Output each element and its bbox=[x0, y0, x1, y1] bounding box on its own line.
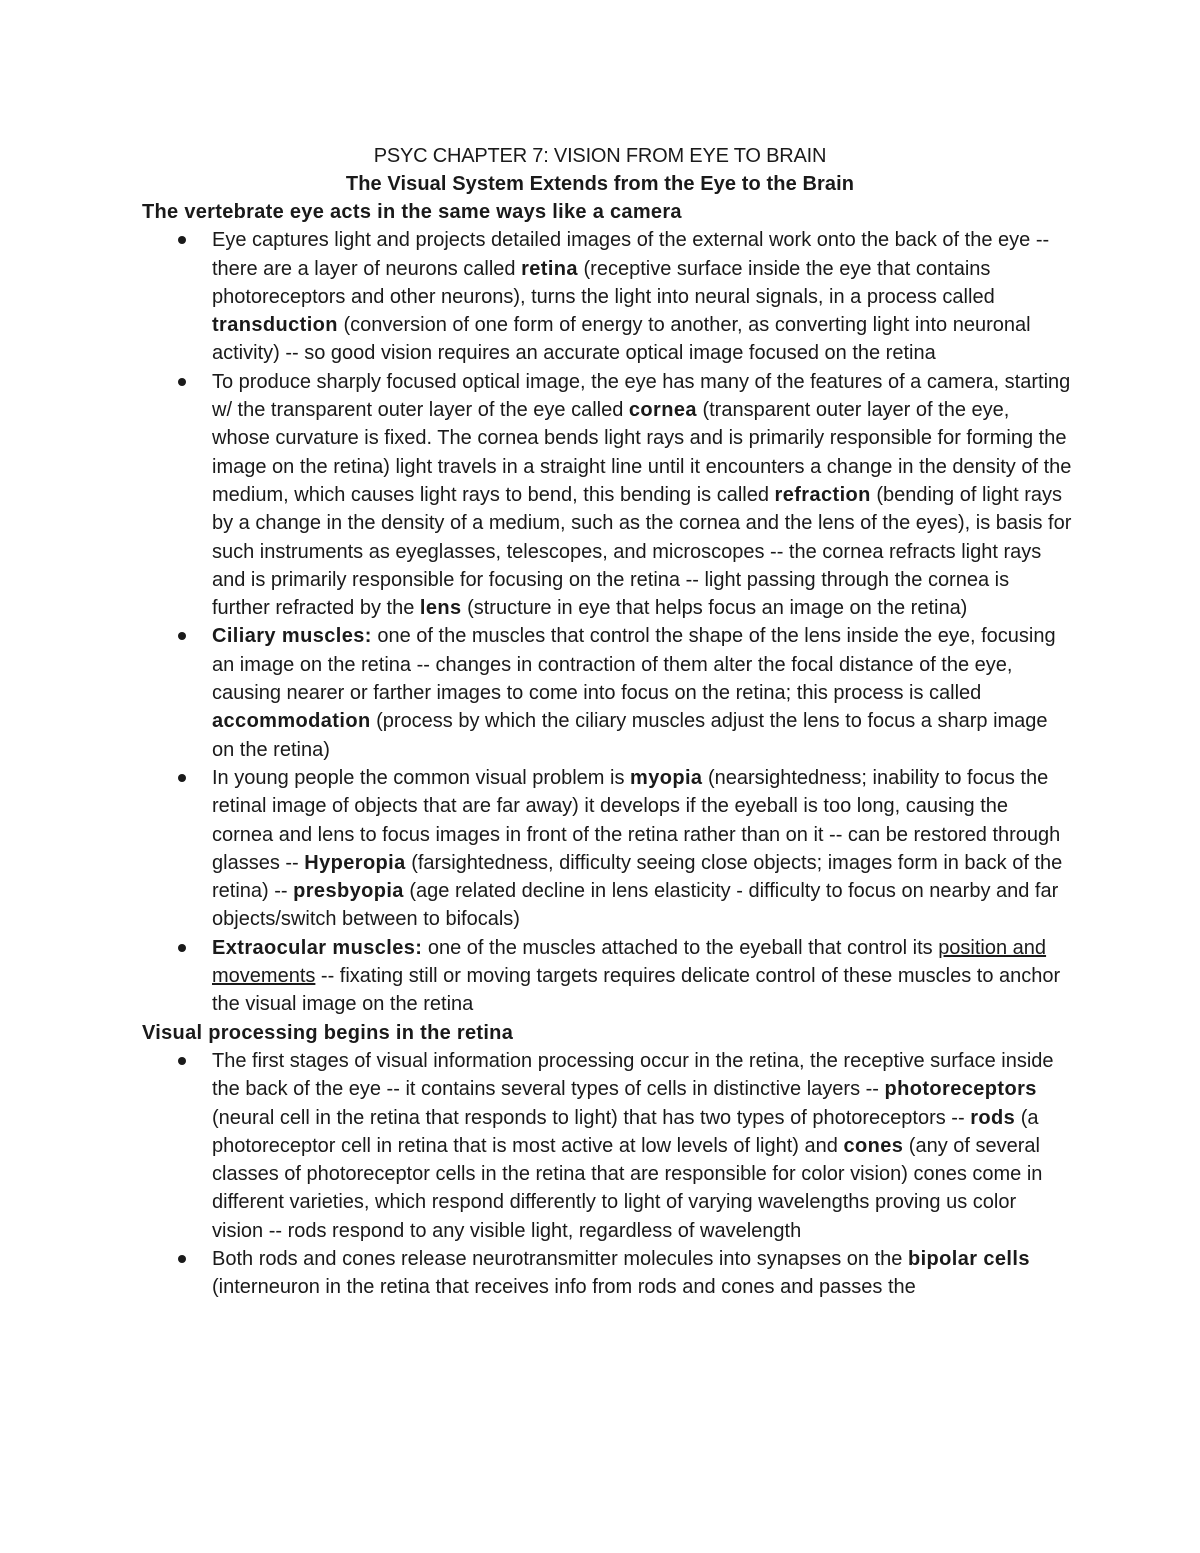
list-text: Eye captures light and projects detailed images of the external work onto the back of the eye -- there are a layer of neurons called bbox=[212, 229, 1050, 280]
page-title: PSYC CHAPTER 7: VISION FROM EYE TO BRAIN bbox=[373, 145, 827, 167]
page-subtitle: The Visual System Extends from the Eye to the Brain bbox=[345, 173, 855, 195]
bold-term: cornea bbox=[628, 399, 697, 422]
bold-term: presbyopia bbox=[293, 880, 404, 903]
list-text: (receptive surface inside the eye that contains photoreceptors and other neurons), turns the light into neural signals, in a process called bbox=[212, 257, 995, 308]
bullet-icon bbox=[178, 944, 186, 952]
section-heading: Visual processing begins in the retina bbox=[142, 1021, 514, 1044]
bullet-list bbox=[142, 226, 1072, 1018]
list-text: In young people the common visual problem is bbox=[212, 766, 631, 789]
bullet-icon bbox=[178, 378, 186, 386]
list-text: To produce sharply focused optical image, the eye has many of the features of a camera, starting w/ the transparent outer layer of the eye called bbox=[212, 370, 1071, 422]
list-item bbox=[142, 1245, 1072, 1302]
list-item bbox=[142, 764, 1072, 934]
underlined-text: position and movements bbox=[212, 936, 1047, 988]
bold-term: Extraocular muscles: bbox=[212, 936, 423, 959]
bold-term: accommodation bbox=[212, 710, 371, 733]
list-text: The first stages of visual information processing occur in the retina, the receptive surface inside the back of the eye -- it contains several types of cells in distinctive layers -- bbox=[212, 1049, 1054, 1101]
bold-term: bipolar cells bbox=[907, 1247, 1030, 1270]
bold-term: photoreceptors bbox=[884, 1078, 1037, 1101]
list-text: one of the muscles that control the shape of the lens inside the eye, focusing an image on the retina -- changes in contraction of them alter the focal distance of the eye, causing nearer or farther images to come into focus on the retina; this process is called bbox=[212, 625, 1056, 705]
list-item bbox=[142, 226, 1072, 367]
bold-term: cones bbox=[843, 1134, 904, 1157]
bold-term: Ciliary muscles: bbox=[212, 625, 372, 648]
bullet-icon bbox=[178, 1255, 186, 1263]
list-text: (a photoreceptor cell in retina that is most active at low levels of light) and bbox=[212, 1106, 1039, 1157]
list-item bbox=[142, 934, 1072, 1019]
bold-term: retina bbox=[521, 257, 578, 280]
document-body bbox=[142, 198, 1072, 1302]
bold-term: rods bbox=[970, 1106, 1016, 1129]
bold-term: lens bbox=[419, 597, 462, 620]
list-text: (transparent outer layer of the eye, whose curvature is fixed. The cornea bends light rays and is primarily responsible for forming the image on the retina) light travels in a straight line until it encounters a change in the density of the medium, which causes light rays to bend, this bending is called bbox=[212, 399, 1072, 506]
list-text: -- fixating still or moving targets requires delicate control of these muscles to anchor the visual image on the retina bbox=[212, 965, 1061, 1016]
bold-term: Hyperopia bbox=[304, 851, 406, 874]
bold-term: transduction bbox=[212, 314, 338, 337]
section-heading: The vertebrate eye acts in the same ways like a camera bbox=[142, 201, 682, 223]
list-text: (farsightedness, difficulty seeing close objects; images form in back of the retina) -- bbox=[212, 851, 1063, 903]
list-text: (any of several classes of photoreceptor cells in the retina that are responsible for color vision) cones come in different varieties, which respond differently to light of varying wavelengths proving us color vision -- rods respond to any visible light, regardless of wavelength bbox=[212, 1134, 1043, 1242]
bold-term: myopia bbox=[630, 766, 703, 789]
list-text: (bending of light rays by a change in the density of a medium, such as the cornea and the lens of the eyes), is basis for such instruments as eyeglasses, telescopes, and microscopes -- the cornea refracts light rays and is primarily responsible for focusing on the retina -- light passing through the cornea is further refracted by the bbox=[212, 483, 1072, 620]
list-text: (nearsightedness; inability to focus the retinal image of objects that are far away) it develops if the eyeball is too long, causing the cornea and lens to focus images in front of the retina rather than on it -- can be restored through glasses -- bbox=[212, 766, 1061, 874]
bullet-icon bbox=[178, 236, 186, 244]
list-text: (conversion of one form of energy to another, as converting light into neuronal activity) -- so good vision requires an accurate optical image focused on the retina bbox=[212, 314, 1031, 365]
bold-term: refraction bbox=[774, 483, 871, 506]
bullet-icon bbox=[178, 1057, 186, 1065]
list-text: (neural cell in the retina that responds to light) that has two types of photoreceptors -- bbox=[212, 1106, 971, 1129]
bullet-icon bbox=[178, 632, 186, 640]
list-text: (interneuron in the retina that receives info from rods and cones and passes the bbox=[212, 1276, 916, 1299]
list-item bbox=[142, 368, 1072, 623]
list-text: one of the muscles attached to the eyeball that control its bbox=[422, 936, 939, 959]
bullet-icon bbox=[178, 774, 186, 782]
list-text: (age related decline in lens elasticity - difficulty to focus on nearby and far objects/switch between to bifocals) bbox=[212, 880, 1059, 931]
list-text: (structure in eye that helps focus an image on the retina) bbox=[461, 597, 968, 620]
list-text: (process by which the ciliary muscles adjust the lens to focus a sharp image on the retina) bbox=[212, 710, 1048, 761]
list-item bbox=[142, 622, 1072, 763]
bullet-list bbox=[142, 1047, 1072, 1302]
list-text: Both rods and cones release neurotransmitter molecules into synapses on the bbox=[212, 1247, 908, 1270]
list-item bbox=[142, 1047, 1072, 1245]
